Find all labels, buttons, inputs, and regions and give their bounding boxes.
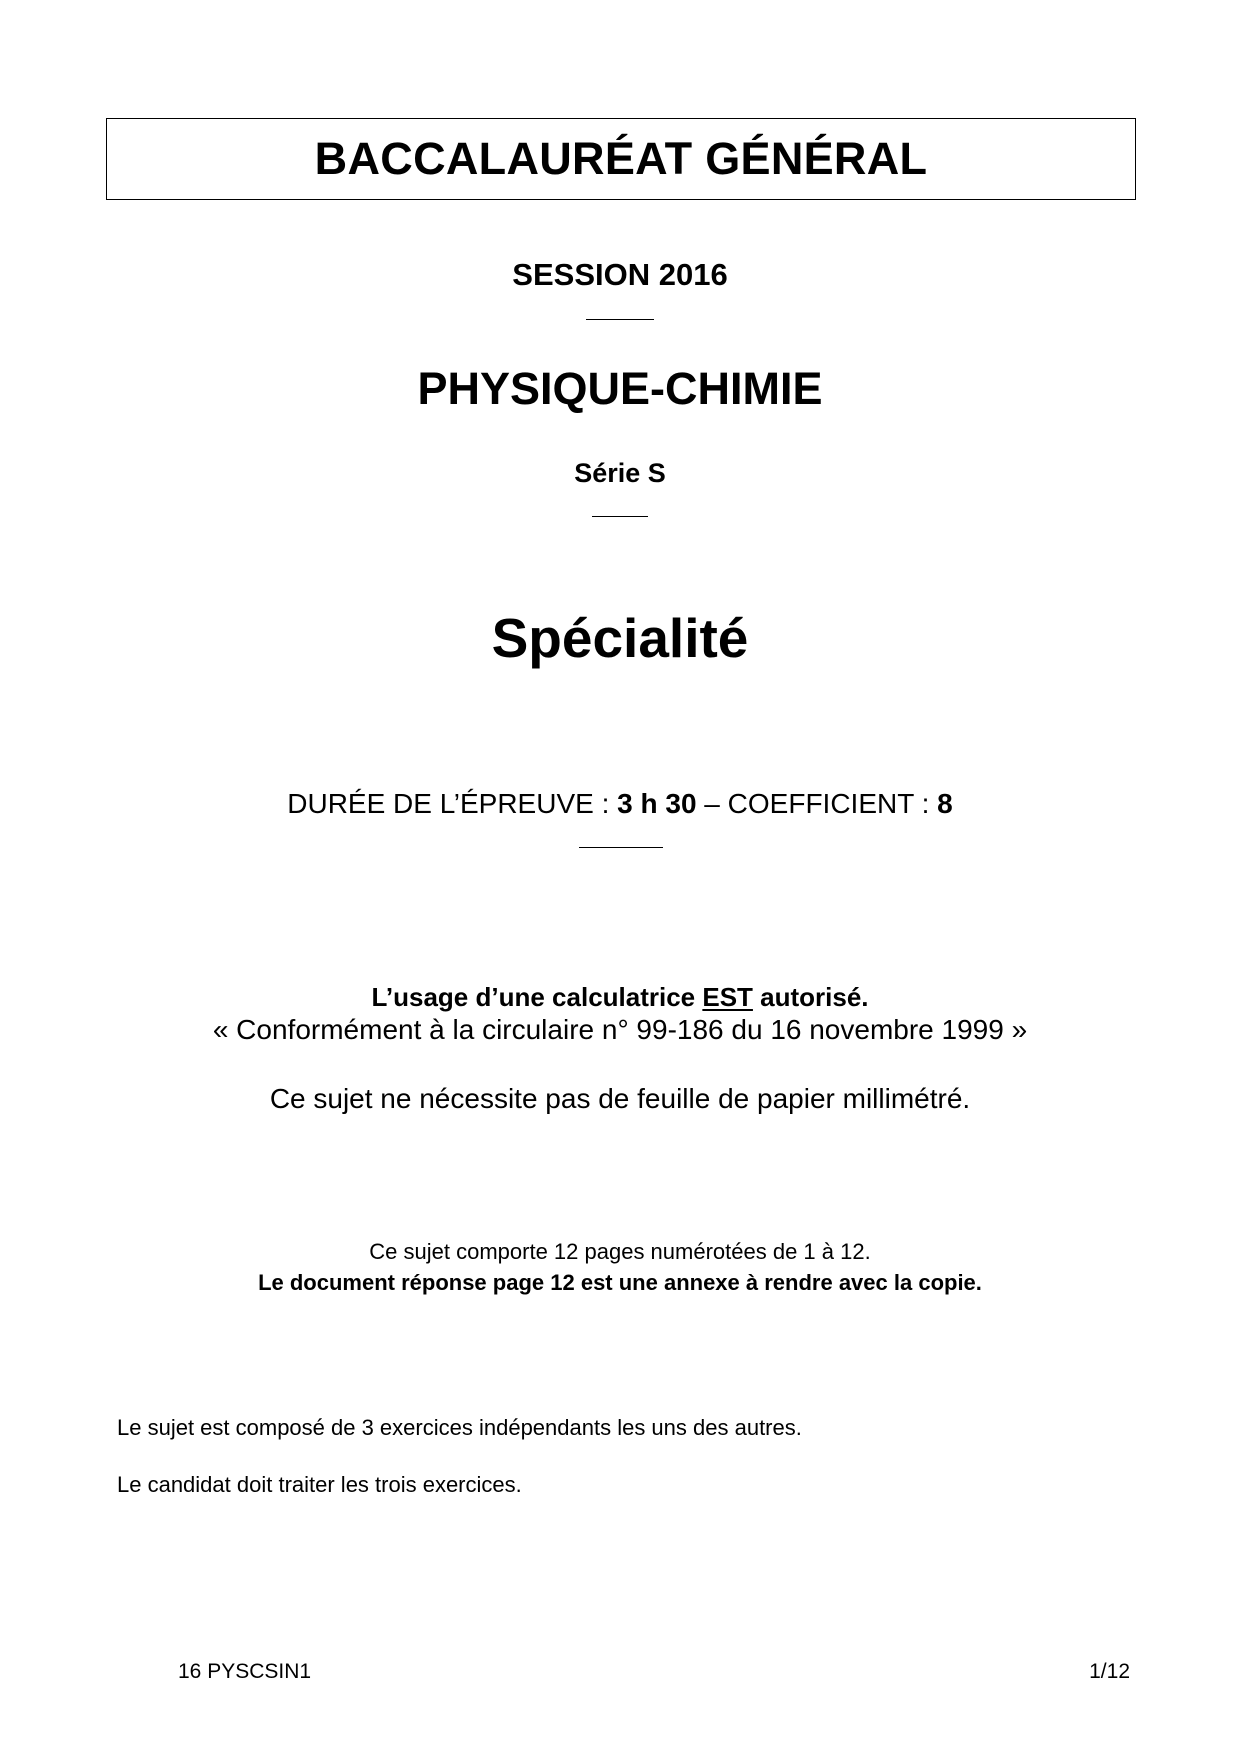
graph-paper-notice: Ce sujet ne nécessite pas de feuille de papier millimétré.: [269, 1083, 971, 1114]
task-text: Le candidat doit traiter les trois exercices.: [117, 1472, 522, 1497]
subject-title: PHYSIQUE-CHIMIE: [417, 363, 823, 414]
duration-label: DURÉE DE L’ÉPREUVE :: [287, 788, 618, 819]
exam-title-box: [106, 118, 1136, 200]
calculator-notice: [0, 982, 1240, 1013]
specialty-title: Spécialité: [491, 607, 749, 669]
divider: [586, 319, 654, 320]
calculator-prefix: L’usage d’une calculatrice: [371, 982, 703, 1012]
duration-line: [0, 788, 1240, 820]
calculator-emphasis: EST: [702, 982, 753, 1012]
page-count-notice: Ce sujet comporte 12 pages numérotées de 1 à 12.: [369, 1239, 871, 1264]
composition-text: Le sujet est composé de 3 exercices indépendants les uns des autres.: [117, 1415, 802, 1440]
divider: [579, 847, 663, 848]
coefficient-value: 8: [937, 788, 953, 819]
calculator-suffix: autorisé.: [752, 982, 869, 1012]
subject-code: 16 PYSCSIN1: [178, 1660, 312, 1683]
exam-title: BACCALAURÉAT GÉNÉRAL: [314, 133, 928, 184]
annex-notice: Le document réponse page 12 est une annexe à rendre avec la copie.: [258, 1270, 982, 1295]
divider: [592, 516, 648, 517]
duration-hours: 3 h 30: [617, 788, 697, 819]
page-number: 1/12: [1089, 1660, 1130, 1683]
coefficient-label: – COEFFICIENT :: [696, 788, 938, 819]
series-label: Série S: [574, 458, 666, 488]
session-label: SESSION 2016: [512, 257, 728, 292]
circular-reference: « Conformément à la circulaire n° 99-186 du 16 novembre 1999 »: [212, 1014, 1028, 1045]
